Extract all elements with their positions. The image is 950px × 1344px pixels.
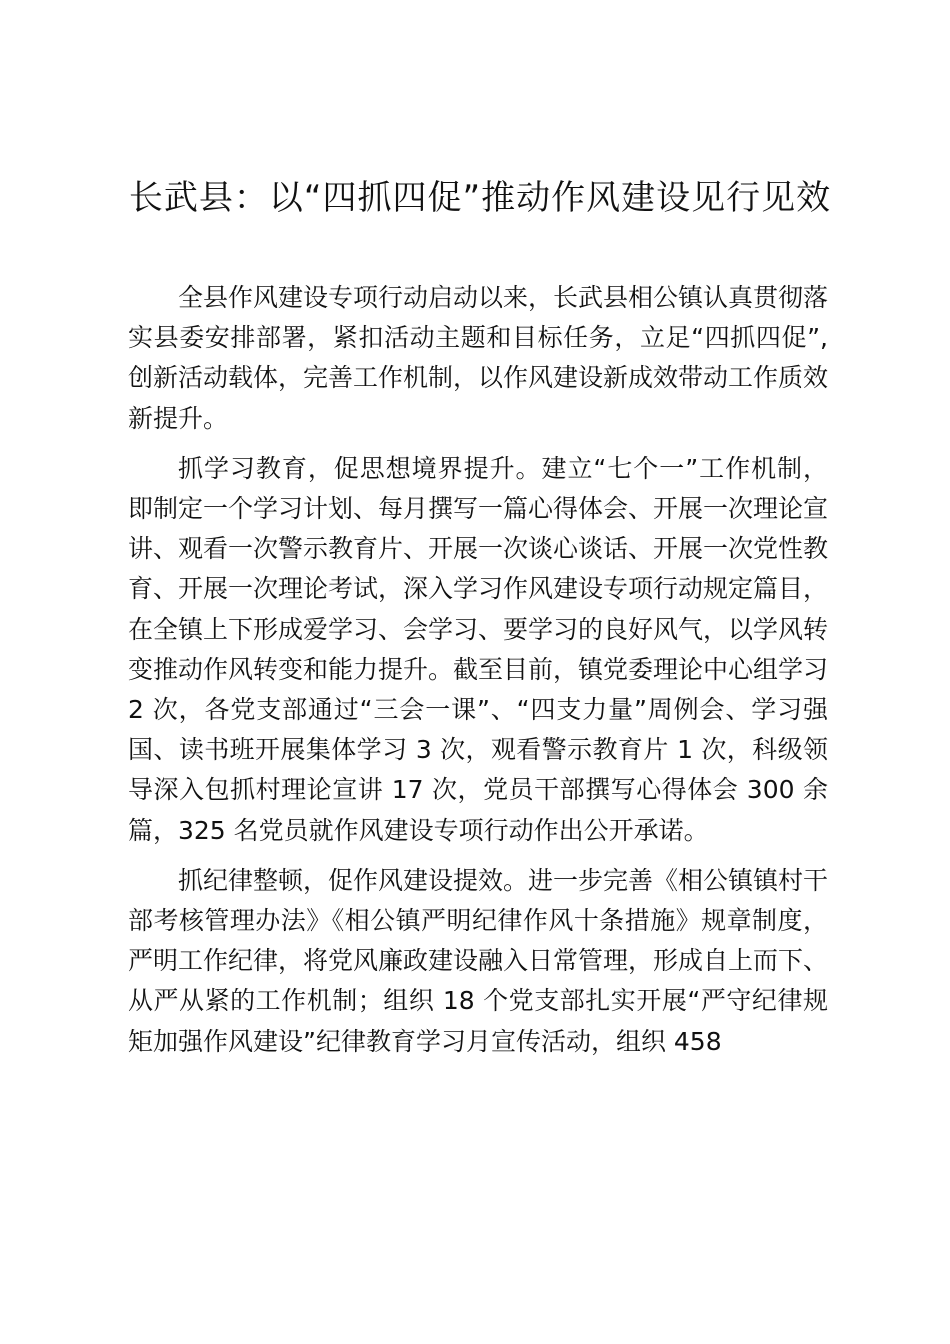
paragraph-discipline: 抓纪律整顿，促作风建设提效。进一步完善《相公镇镇村干部考核管理办法》《相公镇严明纪律作风十条措施》规章制度，严明工作纪律，将党风廉政建设融入日常管理，形成自上而下、从严从紧的工作机制；组织 18 个党支部扎实开展“严守纪律规矩加强作风建设”纪律教育学习月宣传活动，组织 458 [128, 865, 829, 1056]
paragraph-intro: 全县作风建设专项行动启动以来，长武县相公镇认真贯彻落实县委安排部署，紧扣活动主题和目标任务，立足“四抓四促”,创新活动载体，完善工作机制，以作风建设新成效带动工作质效新提升。 [128, 283, 829, 433]
paragraph-study-education: 抓学习教育，促思想境界提升。建立“七个一”工作机制，即制定一个学习计划、每月撰写一篇心得体会、开展一次理论宣讲、观看一次警示教育片、开展一次谈心谈话、开展一次党性教育、开展一次理论考试，深入学习作风建设专项行动规定篇目，在全镇上下形成爱学习、会学习、要学习的良好风气，以学风转变推动作风转变和能力提升。截至目前，镇党委理论中心组学习 2 次，各党支部通过“三会一课”、“四支力量”周例会、学习强国、读书班开展集体学习 3 次，观看警示教育片 1 次，科级领导深入包抓村理论宣讲 17 次，党员干部撰写心得体会 300 余篇，325 名党员就作风建设专项行动作出公开承诺。 [128, 453, 829, 845]
document-body [128, 278, 828, 1072]
document-title: 长武县：以“四抓四促”推动作风建设见行见效 [128, 178, 832, 218]
